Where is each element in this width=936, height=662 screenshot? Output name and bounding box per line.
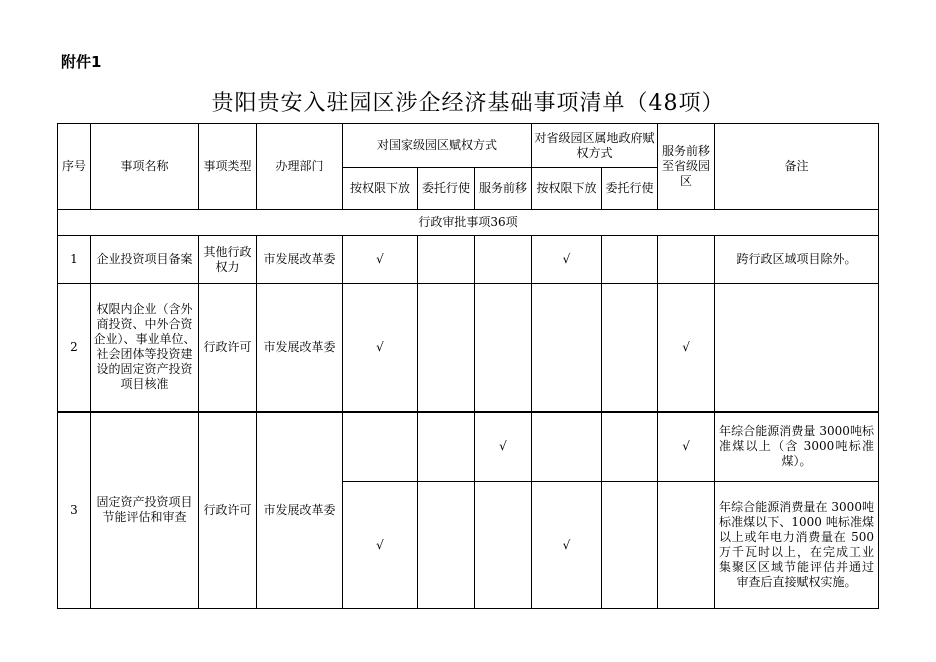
check-mark: √ (658, 412, 715, 482)
row-type: 行政许可 (199, 284, 257, 412)
matters-table (57, 123, 879, 609)
header-provincial-entrust: 委托行使 (602, 168, 658, 210)
check-mark: √ (532, 482, 602, 609)
header-provincial-group: 对省级园区属地政府赋权方式 (532, 124, 658, 168)
empty-cell (475, 284, 532, 412)
empty-cell (602, 284, 658, 412)
check-mark: √ (475, 412, 532, 482)
row-remark: 跨行政区域项目除外。 (715, 236, 879, 284)
header-type: 事项类型 (199, 124, 257, 210)
header-national-service-forward: 服务前移 (475, 168, 532, 210)
row-type: 行政许可 (199, 412, 257, 609)
empty-cell (418, 482, 475, 609)
row-seq: 3 (58, 412, 91, 609)
header-service-forward-province: 服务前移至省级园区 (658, 124, 715, 210)
row-seq: 1 (58, 236, 91, 284)
header-provincial-delegate: 按权限下放 (532, 168, 602, 210)
check-mark: √ (532, 236, 602, 284)
header-row-1 (58, 124, 879, 168)
empty-cell (658, 236, 715, 284)
page-title: 贵阳贵安入驻园区涉企经济基础事项清单（48项） (211, 91, 725, 116)
row-type: 其他行政权力 (199, 236, 257, 284)
check-mark: √ (658, 284, 715, 412)
row-remark: 年综合能源消费量 3000吨标准煤以上（含 3000吨标准煤）。 (715, 412, 879, 482)
empty-cell (602, 482, 658, 609)
empty-cell (343, 412, 418, 482)
row-name: 固定资产投资项目节能评估和审查 (91, 412, 199, 609)
row-name: 企业投资项目备案 (91, 236, 199, 284)
header-national-entrust: 委托行使 (418, 168, 475, 210)
header-dept: 办理部门 (257, 124, 343, 210)
empty-cell (475, 236, 532, 284)
section-title: 行政审批事项36项 (58, 210, 879, 236)
check-mark: √ (343, 284, 418, 412)
row-remark (715, 284, 879, 412)
empty-cell (418, 284, 475, 412)
attachment-label: 附件1 (61, 53, 102, 71)
row-dept: 市发展改革委 (257, 284, 343, 412)
header-national-delegate: 按权限下放 (343, 168, 418, 210)
empty-cell (475, 482, 532, 609)
row-dept: 市发展改革委 (257, 236, 343, 284)
section-row (58, 210, 879, 236)
empty-cell (418, 412, 475, 482)
header-national-group: 对国家级园区赋权方式 (343, 124, 532, 168)
empty-cell (418, 236, 475, 284)
row-name: 权限内企业（含外商投资、中外合资企业）、事业单位、社会团体等投资建设的固定资产投资项目核准 (91, 284, 199, 412)
table-row (58, 412, 879, 482)
row-dept: 市发展改革委 (257, 412, 343, 609)
row-seq: 2 (58, 284, 91, 412)
check-mark: √ (343, 236, 418, 284)
table-row (58, 236, 879, 284)
check-mark: √ (343, 482, 418, 609)
empty-cell (602, 236, 658, 284)
header-name: 事项名称 (91, 124, 199, 210)
empty-cell (658, 482, 715, 609)
header-remarks: 备注 (715, 124, 879, 210)
empty-cell (532, 284, 602, 412)
empty-cell (602, 412, 658, 482)
row-remark: 年综合能源消费量在 3000吨标准煤以下、1000 吨标准煤以上或年电力消费量在 500 万千瓦时以上，在完成工业集聚区区域节能评估并通过审查后直接赋权实施。 (715, 482, 879, 609)
table-row (58, 284, 879, 412)
header-seq: 序号 (58, 124, 91, 210)
empty-cell (532, 412, 602, 482)
